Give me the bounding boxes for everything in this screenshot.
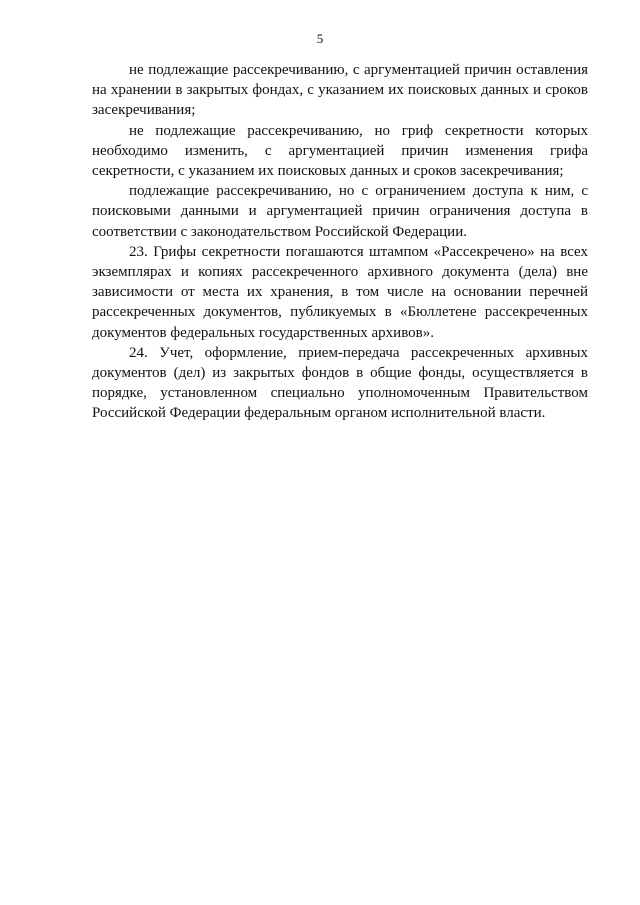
paragraph-restricted-access: подлежащие рассекречиванию, но с ограничением доступа к ним, с поисковыми данными и аргументацией причин ограничения доступа в соответствии с законодательством Российской Федерации. bbox=[92, 183, 588, 240]
page-number: 5 bbox=[316, 31, 324, 46]
paragraph-23: 23. Грифы секретности погашаются штампом «Рассекречено» на всех экземплярах и копиях рассекреченного архивного документа (дела) вне зависимости от места их хранения, в том числе на основании перечней рассекреченных документов, публикуемых в «Бюллетене рассекреченных документов федеральных государственных архивов». bbox=[92, 243, 588, 341]
paragraph-24: 24. Учет, оформление, прием-передача рассекреченных архивных документов (дел) из закрытых фондов в общие фонды, осуществляется в порядке, установленном специально уполномоченным Правительством Российской Федерации федеральным органом исполнительной власти. bbox=[92, 344, 588, 422]
document-body bbox=[92, 60, 588, 424]
paragraph-classification-change: не подлежащие рассекречиванию, но гриф секретности которых необходимо изменить, с аргументацией причин изменения грифа секретности, с указанием их поисковых данных и сроков засекречивания; bbox=[92, 122, 588, 180]
paragraph-not-declassified: не подлежащие рассекречиванию, с аргументацией причин оставления на хранении в закрытых фондах, с указанием их поисковых данных и сроков засекречивания; bbox=[92, 62, 588, 119]
